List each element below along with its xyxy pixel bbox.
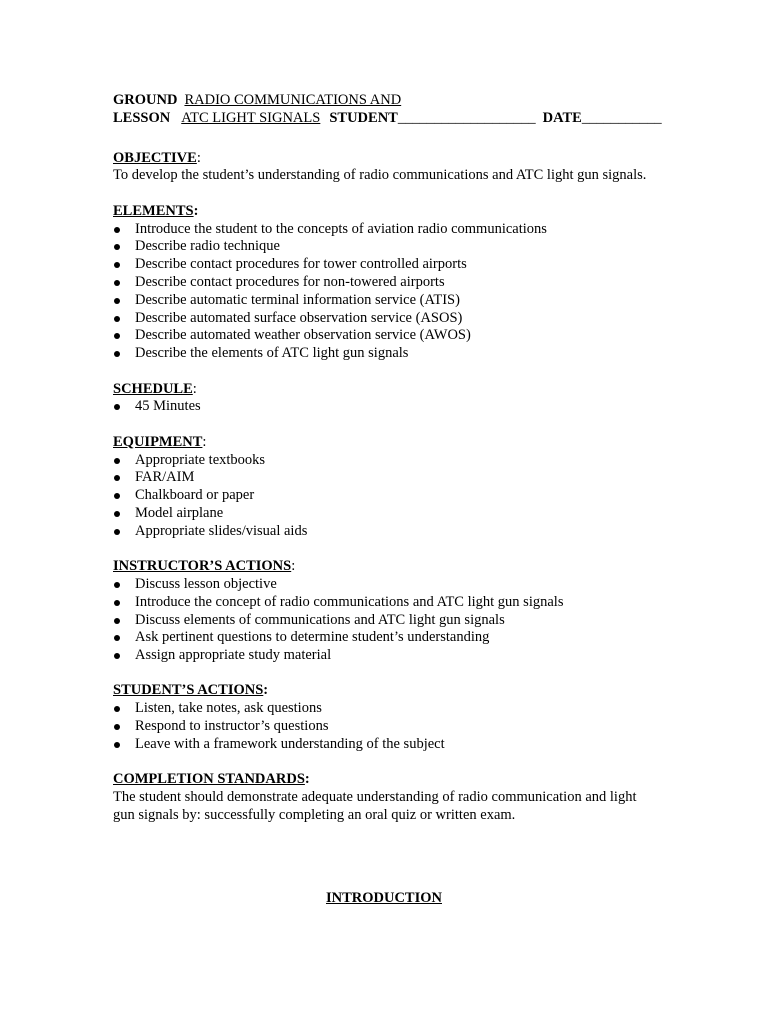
bullet-icon	[114, 316, 120, 322]
list-item: Ask pertinent questions to determine student’s understanding	[113, 629, 658, 647]
equipment-heading: EQUIPMENT	[113, 433, 203, 450]
list-item: Assign appropriate study material	[113, 647, 658, 665]
header-line-1	[113, 92, 658, 110]
student-actions-heading: STUDENT’S ACTIONS	[113, 682, 264, 699]
bullet-icon	[114, 404, 120, 410]
bullet-icon	[114, 742, 120, 748]
bullet-icon	[114, 351, 120, 357]
student-label: STUDENT	[329, 109, 398, 126]
bullet-icon	[114, 280, 120, 286]
lesson-plan-page	[113, 92, 662, 825]
student-actions-list	[113, 700, 658, 753]
date-blank[interactable]: ___________	[581, 109, 662, 126]
bullet-icon	[114, 493, 120, 499]
lesson-title-line-1: RADIO COMMUNICATIONS AND	[184, 92, 402, 108]
bullet-icon	[114, 458, 120, 464]
list-item: Describe automated surface observation service (ASOS)	[113, 310, 658, 328]
list-item: Describe contact procedures for non-towered airports	[113, 274, 658, 292]
list-item: Appropriate slides/visual aids	[113, 523, 658, 541]
objective-heading: OBJECTIVE	[113, 149, 197, 166]
equipment-section: EQUIPMENT: Appropriate textbooks FAR/AIM Chalkboard or paper Model airplane Appropriate slides/visual aids	[113, 434, 658, 541]
bullet-icon	[114, 511, 120, 517]
completion-standards-heading: COMPLETION STANDARDS	[113, 771, 305, 788]
lesson-title-line-2: ATC LIGHT SIGNALS	[181, 109, 321, 126]
bullet-icon	[114, 600, 120, 606]
lesson-label: LESSON	[113, 109, 171, 126]
list-item: Chalkboard or paper	[113, 487, 658, 505]
bullet-icon	[114, 582, 120, 588]
schedule-list	[113, 398, 658, 416]
list-item: 45 Minutes	[113, 398, 658, 416]
list-item: Leave with a framework understanding of the subject	[113, 736, 658, 754]
bullet-icon	[114, 724, 120, 730]
introduction-heading: INTRODUCTION	[325, 890, 442, 906]
elements-heading: ELEMENTS	[113, 202, 194, 219]
bullet-icon	[114, 244, 120, 250]
bullet-icon	[114, 706, 120, 712]
header-line-2	[113, 109, 662, 128]
schedule-heading: SCHEDULE	[113, 380, 193, 397]
list-item: Discuss elements of communications and ATC light gun signals	[113, 612, 658, 630]
date-label: DATE	[542, 109, 582, 126]
schedule-section: SCHEDULE: 45 Minutes	[113, 381, 658, 417]
equipment-list	[113, 452, 658, 541]
bullet-icon	[114, 653, 120, 659]
list-item: Describe the elements of ATC light gun signals	[113, 345, 658, 363]
objective-section: OBJECTIVE: To develop the student’s understanding of radio communications and ATC light gun signals.	[113, 150, 658, 186]
list-item: Listen, take notes, ask questions	[113, 700, 658, 718]
instructor-actions-section: INSTRUCTOR’S ACTIONS: Discuss lesson objective Introduce the concept of radio communications and ATC light gun signals Discuss elements of communications and ATC light gun signals Ask pertinent questions to determine student’s understanding Assign appropriate study material	[113, 558, 658, 665]
list-item: Describe automated weather observation service (AWOS)	[113, 327, 658, 345]
bullet-icon	[114, 618, 120, 624]
completion-standards-text: The student should demonstrate adequate understanding of radio communication and light gun signals by: successfully completing an oral quiz or written exam.	[113, 789, 637, 823]
list-item: Appropriate textbooks	[113, 452, 658, 470]
bullet-icon	[114, 475, 120, 481]
bullet-icon	[114, 262, 120, 268]
instructor-actions-list	[113, 576, 658, 665]
bullet-icon	[114, 227, 120, 233]
list-item: Discuss lesson objective	[113, 576, 658, 594]
elements-list	[113, 221, 658, 363]
ground-label: GROUND	[113, 92, 178, 108]
list-item: Respond to instructor’s questions	[113, 718, 658, 736]
student-name-blank[interactable]: ___________________	[397, 109, 536, 126]
list-item: Describe radio technique	[113, 238, 658, 256]
student-actions-section: STUDENT’S ACTIONS: Listen, take notes, ask questions Respond to instructor’s questions Leave with a framework understanding of the subject	[113, 682, 658, 753]
list-item: Describe automatic terminal information service (ATIS)	[113, 292, 658, 310]
completion-standards-section: COMPLETION STANDARDS: The student should demonstrate adequate understanding of radio communication and light gun signals by: successfully completing an oral quiz or written exam.	[113, 771, 658, 824]
list-item: Model airplane	[113, 505, 658, 523]
bullet-icon	[114, 333, 120, 339]
bullet-icon	[114, 635, 120, 641]
list-item: Describe contact procedures for tower controlled airports	[113, 256, 658, 274]
bullet-icon	[114, 529, 120, 535]
elements-section: ELEMENTS: Introduce the student to the concepts of aviation radio communications Describe radio technique Describe contact procedures for tower controlled airports Describe contact procedures for non-towered airports Describe automatic terminal information service (ATIS) Describe automated surface observation service (ASOS) Describe automated weather observation service (AWOS) Describe the elements of ATC light gun signals	[113, 203, 658, 363]
list-item: Introduce the student to the concepts of aviation radio communications	[113, 221, 658, 239]
list-item: FAR/AIM	[113, 469, 658, 487]
bullet-icon	[114, 298, 120, 304]
instructor-actions-heading: INSTRUCTOR’S ACTIONS	[113, 558, 292, 575]
objective-text: To develop the student’s understanding of radio communications and ATC light gun signals.	[113, 167, 647, 184]
list-item: Introduce the concept of radio communications and ATC light gun signals	[113, 594, 658, 612]
